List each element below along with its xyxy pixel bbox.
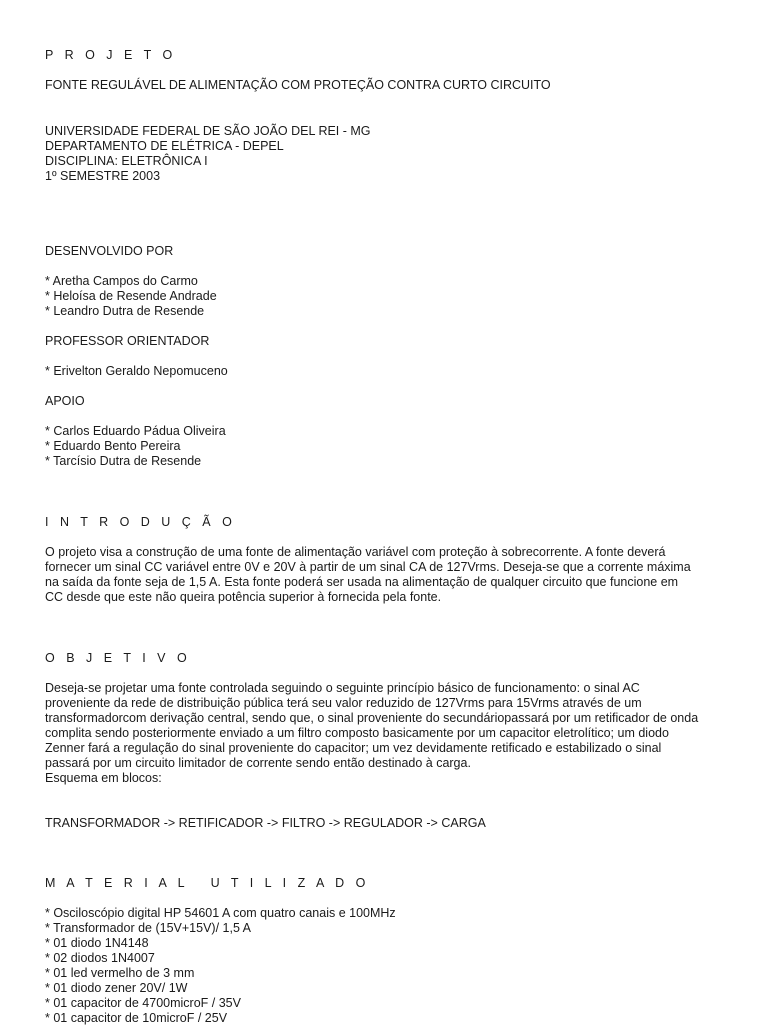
objective-line: Esquema em blocos: — [45, 771, 162, 785]
objective-line: proveniente da rede de distribuição pública terá seu valor reduzido de 127Vrms para 15Vrms através de um — [45, 696, 642, 710]
project-title: FONTE REGULÁVEL DE ALIMENTAÇÃO COM PROTEÇÃO CONTRA CURTO CIRCUITO — [45, 78, 551, 92]
advisor-heading: PROFESSOR ORIENTADOR — [45, 334, 210, 348]
objective-line: Zenner fará a regulação do sinal proveniente do capacitor; um vez devidamente retificado e estabilizado o sinal — [45, 741, 662, 755]
developer-name: * Heloísa de Resende Andrade — [45, 289, 217, 303]
objective-heading: O B J E T I V O — [45, 651, 191, 665]
material-item: * 01 diodo 1N4148 — [45, 936, 149, 950]
support-name: * Carlos Eduardo Pádua Oliveira — [45, 424, 226, 438]
introduction-line: O projeto visa a construção de uma fonte de alimentação variável com proteção à sobrecorrente. A fonte deverá — [45, 545, 666, 559]
support-name: * Eduardo Bento Pereira — [45, 439, 181, 453]
material-item: * Transformador de (15V+15V)/ 1,5 A — [45, 921, 252, 935]
institution-line: DEPARTAMENTO DE ELÉTRICA - DEPEL — [45, 139, 284, 153]
introduction-line: na saída da fonte seja de 1,5 A. Esta fonte poderá ser usada na alimentação de qualquer circuito que funcione em — [45, 575, 679, 589]
developer-name: * Aretha Campos do Carmo — [45, 274, 198, 288]
objective-line: passará por um circuito limitador de corrente sendo então destinado à carga. — [45, 756, 471, 770]
support-heading: APOIO — [45, 394, 85, 408]
institution-line: UNIVERSIDADE FEDERAL DE SÃO JOÃO DEL REI - MG — [45, 124, 371, 138]
material-item: * 01 capacitor de 10microF / 25V — [45, 1011, 228, 1025]
objective-line: complita sendo posteriormente enviado a um filtro composto basicamente por um capacitor eletrolítico; um diodo — [45, 726, 669, 740]
objective-line: transformadorcom derivação central, sendo que, o sinal proveniente do secundáriopassará por um retificador de onda — [45, 711, 699, 725]
block-diagram: TRANSFORMADOR -> RETIFICADOR -> FILTRO -> REGULADOR -> CARGA — [45, 816, 486, 830]
objective-line: Deseja-se projetar uma fonte controlada seguindo o seguinte princípio básico de funcionamento: o sinal AC — [45, 681, 640, 695]
institution-line: 1º SEMESTRE 2003 — [45, 169, 161, 183]
introduction-line: CC desde que este não queira potência superior à fornecida pela fonte. — [45, 590, 442, 604]
introduction-line: fornecer um sinal CC variável entre 0V e 20V à partir de um sinal CA de 127Vrms. Deseja-se que a corrente máxima — [45, 560, 691, 574]
developer-name: * Leandro Dutra de Resende — [45, 304, 205, 318]
material-item: * 01 diodo zener 20V/ 1W — [45, 981, 188, 995]
advisor-name: * Erivelton Geraldo Nepomuceno — [45, 364, 228, 378]
material-item: * 02 diodos 1N4007 — [45, 951, 155, 965]
support-name: * Tarcísio Dutra de Resende — [45, 454, 202, 468]
developers-heading: DESENVOLVIDO POR — [45, 244, 174, 258]
introduction-heading: I N T R O D U Ç Ã O — [45, 515, 236, 529]
projeto-heading: P R O J E T O — [45, 48, 177, 62]
material-item: * 01 led vermelho de 3 mm — [45, 966, 195, 980]
material-item: * Osciloscópio digital HP 54601 A com quatro canais e 100MHz — [45, 906, 396, 920]
material-item: * 01 capacitor de 4700microF / 35V — [45, 996, 241, 1010]
institution-line: DISCIPLINA: ELETRÔNICA I — [45, 154, 208, 168]
materials-heading: M A T E R I A L U T I L I Z A D O — [45, 876, 370, 890]
